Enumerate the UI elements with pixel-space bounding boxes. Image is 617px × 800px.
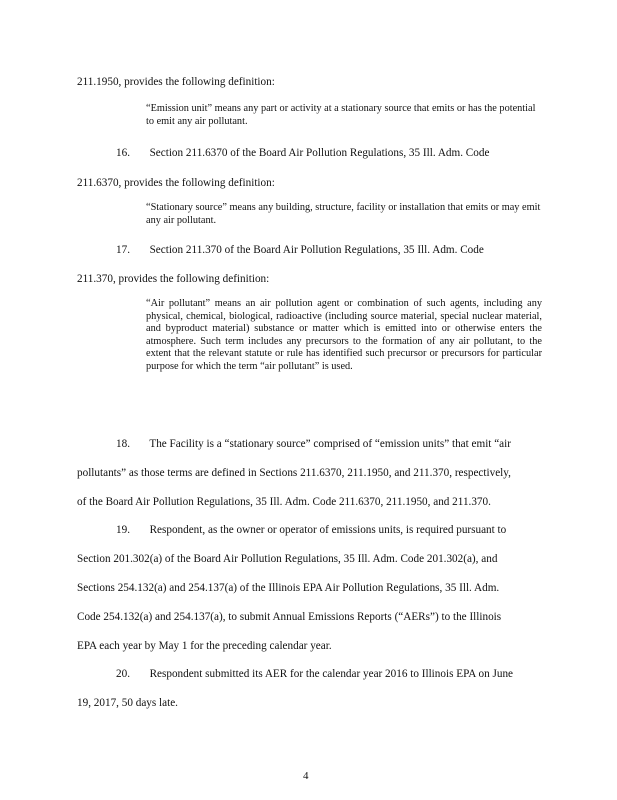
quote-stationary-source: “Stationary source” means any building, structure, facility or installation that emits or may emit any air pollutant. [146, 202, 541, 226]
quote-emission-unit: “Emission unit” means any part or activity at a stationary source that emits or has the potential to emit any air pollutant. [146, 103, 536, 127]
paragraph-18-line-3: of the Board Air Pollution Regulations, 35 Ill. Adm. Code 211.6370, 211.1950, and 211.370. [77, 496, 491, 508]
paragraph-19-line-5: EPA each year by May 1 for the preceding calendar year. [77, 640, 332, 652]
paragraph-18-line-2: pollutants” as those terms are defined in Sections 211.6370, 211.1950, and 211.370, respectively, [77, 467, 511, 479]
paragraph-19-line-4: Code 254.132(a) and 254.137(a), to submit Annual Emissions Reports (“AERs”) to the Illinois [77, 611, 502, 623]
paragraph-20-line-1: 20. Respondent submitted its AER for the calendar year 2016 to Illinois EPA on June [116, 668, 514, 680]
paragraph-16-line-1: 16. Section 211.6370 of the Board Air Pollution Regulations, 35 Ill. Adm. Code [116, 147, 490, 159]
paragraph-17-line-1: 17. Section 211.370 of the Board Air Pollution Regulations, 35 Ill. Adm. Code [116, 244, 484, 256]
paragraph-19-line-1: 19. Respondent, as the owner or operator of emissions units, is required pursuant to [116, 524, 507, 536]
paragraph-19-line-2: Section 201.302(a) of the Board Air Pollution Regulations, 35 Ill. Adm. Code 201.302(a), and [77, 553, 498, 565]
page-number: 4 [303, 770, 309, 782]
paragraph-17-line-2: 211.370, provides the following definition: [77, 273, 270, 285]
paragraph-16-line-2: 211.6370, provides the following definition: [77, 177, 275, 189]
paragraph-19-line-3: Sections 254.132(a) and 254.137(a) of the Illinois EPA Air Pollution Regulations, 35 Ill. Adm. [77, 582, 500, 594]
continued-citation-line: 211.1950, provides the following definition: [77, 76, 275, 88]
paragraph-18-line-1: 18. The Facility is a “stationary source” comprised of “emission units” that emit “air [116, 438, 511, 450]
paragraph-20-line-2: 19, 2017, 50 days late. [77, 697, 178, 709]
quote-air-pollutant: “Air pollutant” means an air pollution agent or combination of such agents, including any physical, chemical, biological, radioactive (including source material, special nuclear material, and byproduct material) substance or matter which is emitted into or otherwise enters the atmosphere. Such term includes any precursors to the formation of any air pollutant, to the extent that the relevant statute or rule has identified such precursor or precursors for particular purpose for which the term “air pollutant” is used. [146, 298, 542, 372]
